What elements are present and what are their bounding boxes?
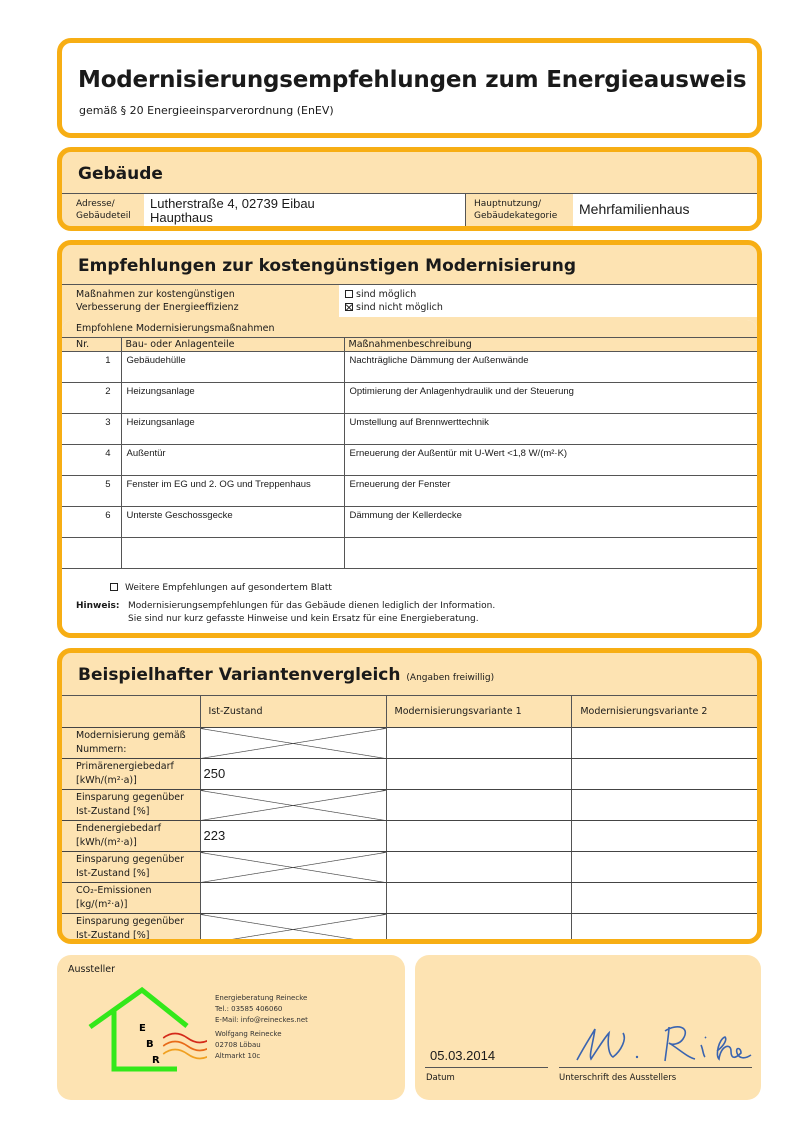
- measure-part[interactable]: Unterste Geschossgecke: [121, 507, 344, 538]
- measure-description[interactable]: [344, 538, 757, 569]
- logo-wave-red: [163, 1034, 207, 1043]
- variant-row-label-line2: Ist-Zustand [%]: [76, 806, 150, 817]
- variant1-cell[interactable]: [386, 914, 572, 945]
- title-section: [57, 38, 762, 138]
- variants-heading: [78, 665, 494, 685]
- checkbox-checked-icon[interactable]: [345, 303, 353, 311]
- variant-row: [62, 821, 757, 852]
- checkbox-unchecked-icon[interactable]: [110, 583, 118, 591]
- measure-row: [62, 414, 757, 445]
- measure-part[interactable]: [121, 538, 344, 569]
- measure-part[interactable]: Gebäudehülle: [121, 352, 344, 383]
- variant-row-label: [62, 759, 200, 790]
- variant-row: [62, 790, 757, 821]
- variant1-cell[interactable]: [386, 728, 572, 759]
- measures-options: [339, 285, 757, 317]
- col-label: [62, 696, 200, 728]
- more-recommendations-label: Weitere Empfehlungen auf gesondertem Blatt: [125, 583, 332, 593]
- variant-row-label-line2: Nummern:: [76, 744, 127, 755]
- usage-field[interactable]: Mehrfamilienhaus: [573, 194, 757, 226]
- variant2-cell[interactable]: [572, 914, 757, 945]
- usage-label: [466, 194, 573, 226]
- measures-row: [62, 284, 757, 317]
- ist-cell-crossed: [200, 728, 386, 759]
- ebr-logo-icon: [57, 955, 207, 1075]
- page-title: Modernisierungsempfehlungen zum Energieausweis: [78, 67, 747, 93]
- variant-row-label: [62, 914, 200, 945]
- measure-description[interactable]: Dämmung der Kellerdecke: [344, 507, 757, 538]
- address-label-line1: Adresse/: [76, 199, 115, 209]
- address-line1: Lutherstraße 4, 02739 Eibau: [150, 196, 315, 211]
- note-line2: Sie sind nur kurz gefasste Hinweise und kein Ersatz für eine Energieberatung.: [128, 614, 479, 624]
- measures-subheading: Empfohlene Modernisierungsmaßnahmen: [62, 320, 757, 337]
- address-label-line2: Gebäudeteil: [76, 211, 131, 221]
- variant-row-label-line1: Einsparung gegenüber: [76, 916, 185, 927]
- issuer-street: Altmarkt 10c: [215, 1052, 261, 1060]
- signature-label: Unterschrift des Ausstellers: [559, 1073, 677, 1083]
- measure-nr[interactable]: 5: [62, 476, 121, 507]
- measure-description[interactable]: Umstellung auf Brennwerttechnik: [344, 414, 757, 445]
- building-row: [62, 193, 757, 226]
- recommendations-heading: Empfehlungen zur kostengünstigen Modernisierung: [78, 256, 576, 276]
- usage-label-line2: Gebäudekategorie: [474, 211, 558, 221]
- col-part: Bau- oder Anlagenteile: [121, 338, 344, 352]
- variants-header-row: [62, 696, 757, 728]
- measure-nr[interactable]: 1: [62, 352, 121, 383]
- option-not-possible[interactable]: [345, 301, 757, 314]
- variant-row-label-line1: Einsparung gegenüber: [76, 854, 185, 865]
- measure-description[interactable]: Erneuerung der Fenster: [344, 476, 757, 507]
- variants-heading-note: (Angaben freiwillig): [406, 673, 495, 683]
- measures-label-line2: Verbesserung der Energieeffizienz: [76, 302, 239, 313]
- col-ist: Ist-Zustand: [200, 696, 386, 728]
- measure-part[interactable]: Außentür: [121, 445, 344, 476]
- issuer-name: Wolfgang Reinecke: [215, 1030, 282, 1038]
- issuer-city: 02708 Löbau: [215, 1041, 261, 1049]
- measures-header-row: [62, 338, 757, 352]
- recommendations-section: [57, 240, 762, 638]
- variant-row-label-line2: Ist-Zustand [%]: [76, 868, 150, 879]
- variant2-cell[interactable]: [572, 759, 757, 790]
- measure-description[interactable]: Nachträgliche Dämmung der Außenwände: [344, 352, 757, 383]
- variant2-cell[interactable]: [572, 883, 757, 914]
- variant-row-label-line1: Modernisierung gemäß: [76, 730, 186, 741]
- measure-row: [62, 507, 757, 538]
- option-possible[interactable]: [345, 288, 757, 301]
- measure-row: [62, 383, 757, 414]
- measure-nr[interactable]: 2: [62, 383, 121, 414]
- logo-roof: [90, 990, 187, 1027]
- option-not-possible-label: sind nicht möglich: [356, 302, 443, 313]
- variant-row-label-line1: Primärenergiebedarf: [76, 761, 174, 772]
- measure-part[interactable]: Heizungsanlage: [121, 414, 344, 445]
- note-label: Hinweis:: [76, 601, 120, 611]
- ist-cell[interactable]: [200, 883, 386, 914]
- variant-row-label-line2: [kWh/(m²·a)]: [76, 775, 137, 786]
- variant2-cell[interactable]: [572, 821, 757, 852]
- issuer-contact: [215, 993, 308, 1062]
- measure-row: [62, 445, 757, 476]
- note: [76, 600, 495, 626]
- variants-section: [57, 648, 762, 944]
- logo-letter-b: B: [146, 1039, 154, 1050]
- variants-heading-text: Beispielhafter Variantenvergleich: [78, 665, 401, 685]
- ist-cell[interactable]: 250: [200, 759, 386, 790]
- variants-table: [62, 695, 757, 944]
- variant-row: [62, 914, 757, 945]
- logo-letter-e: E: [139, 1023, 146, 1034]
- variant1-cell[interactable]: [386, 852, 572, 883]
- variant-row-label: [62, 790, 200, 821]
- variant-row-label: [62, 852, 200, 883]
- date-line: [425, 1067, 548, 1068]
- variant-row: [62, 852, 757, 883]
- measure-row: [62, 352, 757, 383]
- measure-nr[interactable]: 6: [62, 507, 121, 538]
- ist-cell-crossed: [200, 914, 386, 945]
- address-field[interactable]: [144, 194, 466, 226]
- measure-nr[interactable]: [62, 538, 121, 569]
- measure-description[interactable]: Erneuerung der Außentür mit U-Wert <1,8 W/(m²·K): [344, 445, 757, 476]
- address-line2: Haupthaus: [150, 210, 213, 225]
- variant2-cell[interactable]: [572, 728, 757, 759]
- issuer-email[interactable]: E-Mail: info@reineckes.net: [215, 1016, 308, 1024]
- measures-table: [62, 337, 757, 569]
- variant-row: [62, 759, 757, 790]
- note-line1: Modernisierungsempfehlungen für das Gebäude dienen lediglich der Information.: [128, 601, 496, 611]
- variant1-cell[interactable]: [386, 883, 572, 914]
- variant-row-label-line2: [kg/(m²·a)]: [76, 899, 128, 910]
- option-possible-label: sind möglich: [356, 289, 417, 300]
- signature-icon: [565, 1015, 755, 1070]
- ist-cell-crossed: [200, 852, 386, 883]
- variant-row-label: [62, 883, 200, 914]
- measure-description[interactable]: Optimierung der Anlagenhydraulik und der Steuerung: [344, 383, 757, 414]
- variant-row: [62, 728, 757, 759]
- variant-row-label-line1: Einsparung gegenüber: [76, 792, 185, 803]
- variant1-cell[interactable]: [386, 821, 572, 852]
- issuer-heading: Aussteller: [68, 964, 116, 975]
- measures-label-line1: Maßnahmen zur kostengünstigen: [76, 289, 235, 300]
- measure-nr[interactable]: 3: [62, 414, 121, 445]
- variant-row-label-line1: Endenergiebedarf: [76, 823, 161, 834]
- usage-label-line1: Hauptnutzung/: [474, 199, 542, 209]
- variant2-cell[interactable]: [572, 790, 757, 821]
- variant1-cell[interactable]: [386, 759, 572, 790]
- issuer-panel: [57, 955, 405, 1100]
- variant-row: [62, 883, 757, 914]
- col-variant1: Modernisierungsvariante 1: [386, 696, 572, 728]
- measures-label: [62, 285, 339, 317]
- checkbox-unchecked-icon[interactable]: [345, 290, 353, 298]
- measure-row: [62, 538, 757, 569]
- building-heading: Gebäude: [78, 164, 163, 184]
- signature-line: [559, 1067, 752, 1068]
- variant-row-label-line2: Ist-Zustand [%]: [76, 930, 150, 941]
- more-recommendations[interactable]: [110, 583, 332, 593]
- page-subtitle: gemäß § 20 Energieeinsparverordnung (EnEV): [79, 104, 334, 117]
- address-label: [62, 194, 144, 226]
- ist-cell-crossed: [200, 790, 386, 821]
- col-variant2: Modernisierungsvariante 2: [572, 696, 757, 728]
- measure-row: [62, 476, 757, 507]
- date-label: Datum: [426, 1073, 455, 1083]
- col-description: Maßnahmenbeschreibung: [344, 338, 757, 352]
- building-section: [57, 147, 762, 231]
- measure-part[interactable]: Fenster im EG und 2. OG und Treppenhaus: [121, 476, 344, 507]
- issuer-phone: Tel.: 03585 406060: [215, 1005, 283, 1013]
- variant-row-label-line2: [kWh/(m²·a)]: [76, 837, 137, 848]
- signature-panel: [415, 955, 761, 1100]
- logo-letter-r: R: [152, 1055, 160, 1066]
- measure-part[interactable]: Heizungsanlage: [121, 383, 344, 414]
- variant2-cell[interactable]: [572, 852, 757, 883]
- variant-row-label: [62, 728, 200, 759]
- measure-nr[interactable]: 4: [62, 445, 121, 476]
- variant-row-label: [62, 821, 200, 852]
- measures-panel: [62, 320, 757, 633]
- ist-cell[interactable]: 223: [200, 821, 386, 852]
- date-field[interactable]: 05.03.2014: [430, 1048, 496, 1063]
- issuer-company: Energieberatung Reinecke: [215, 994, 308, 1002]
- col-nr: Nr.: [62, 338, 121, 352]
- variant1-cell[interactable]: [386, 790, 572, 821]
- variant-row-label-line1: CO₂-Emissionen: [76, 885, 152, 896]
